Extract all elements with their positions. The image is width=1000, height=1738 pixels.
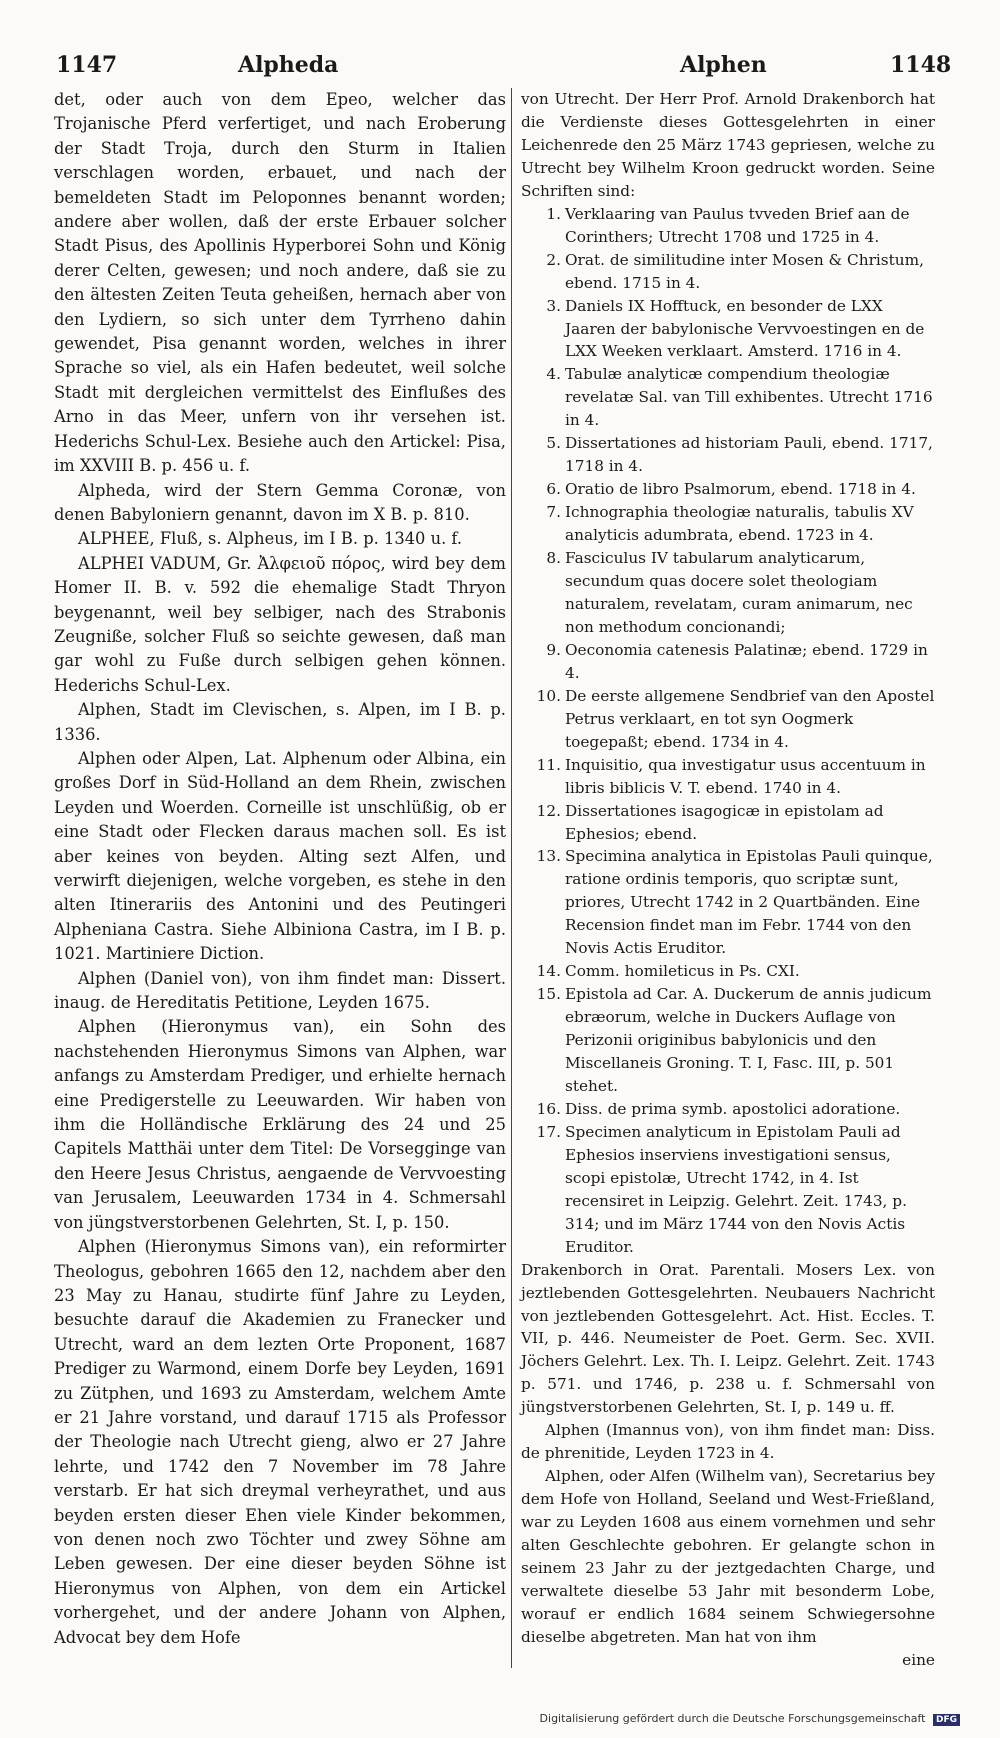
entry-alphei-vadum: ALPHEI VADUM, Gr. Ἀλφειοῦ πόρος, wird bey dem Homer II. B. v. 592 die ehemalige Stadt Thryon beygenannt, weil bey selbiger, nach des Strabonis Zeugniße, solcher Fluß so seichte gewesen, daß man gar wohl zu Fuße durch selbigen gehen können. Hederichs Schul-Lex.: [54, 553, 506, 695]
footer-text: Digitalisierung gefördert durch die Deutsche Forschungsgemeinschaft: [539, 1712, 926, 1725]
list-item: 17. Specimen analyticum in Epistolam Pauli ad Ephesios inserviens investigationi sensus, scopi epistolæ, Utrecht 1742, in 4. Ist recensiret in Leipzig. Gelehrt. Zeit. 1743, p. 314; und im März 1744 von den Novis Actis Eruditor.: [536, 1122, 907, 1256]
column-divider: [511, 88, 512, 1668]
list-item: 13. Specimina analytica in Epistolas Pauli quinque, ratione ordinis temporis, quo scriptæ sunt, priores, Utrecht 1742 in 2 Quartbänden. Eine Recension findet man im Febr. 1744 von den Novis Actis Eruditor.: [536, 847, 933, 958]
list-item: 6. Oratio de libro Psalmorum, ebend. 1718 in 4.: [546, 480, 916, 499]
list-item: 7. Ichnographia theologiæ naturalis, tabulis XV analyticis adumbrata, ebend. 1723 in 4.: [546, 503, 914, 545]
right-running-title: Alphen: [680, 52, 767, 78]
left-running-title: Alpheda: [238, 52, 339, 78]
list-item: 10. De eerste allgemene Sendbrief van den Apostel Petrus verklaart, en tot syn Oogmerk toegepaßt; ebend. 1734 in 4.: [536, 686, 935, 751]
list-item: 14. Comm. homileticus in Ps. CXI.: [536, 962, 800, 981]
entry-alphen-village: Alphen oder Alpen, Lat. Alphenum oder Albina, ein großes Dorf in Süd-Holland an dem Rhein, zwischen Leyden und Woerden. Corneille ist unschlüßig, ob er eine Stadt oder Flecken daraus machen soll. Es ist aber keines von beyden. Alting sezt Alfen, und verwirft diejenigen, welche vorgeben, es stehe in den alten Itinerariis des Antonini und des Peutingeri Alpheniana Castra. Siehe Albiniona Castra, im I B. p. 1021. Martiniere Diction.: [54, 748, 506, 964]
left-paragraph-pisa: det, oder auch von dem Epeo, welcher das Trojanische Pferd verfertiget, und nach Eroberung der Stadt Troja, durch den Sturm in Italien verschlagen worden, erbauet, und nach der bemeldeten Stadt im Peloponnes benannt worden; andere aber wollen, daß der erste Erbauer solcher Stadt Pisus, des Apollinis Hyperborei Sohn und König derer Celten, gewesen; und noch andere, daß sie zu den ältesten Zeiten Teuta geheißen, hernach aber von den Lydiern, so sich unter dem Tyrrheno dahin gewendet, Pisa genannt worden, welches in ihrer Sprache so viel, als ein Hafen bedeutet, weil solche Stadt mit dergleichen vermittelst des Einflußes des Arno in das Meer, unfern von ihr versehen ist. Hederichs Schul-Lex. Besiehe auch den Artickel: Pisa, im XXVIII B. p. 456 u. f.: [54, 90, 506, 476]
list-item: 5. Dissertationes ad historiam Pauli, ebend. 1717, 1718 in 4.: [546, 434, 933, 476]
list-item: 4. Tabulæ analyticæ compendium theologiæ revelatæ Sal. van Till exhibentes. Utrecht 1716 in 4.: [546, 365, 933, 430]
digitization-footer: [540, 1712, 960, 1726]
right-column: [521, 88, 935, 1672]
list-item: 16. Diss. de prima symb. apostolici adoratione.: [536, 1099, 901, 1118]
catchword: eine: [902, 1650, 935, 1669]
entry-alphen-cleve: Alphen, Stadt im Clevischen, s. Alpen, im I B. p. 1336.: [54, 700, 506, 744]
entry-alphen-hieronymus: Alphen (Hieronymus van), ein Sohn des nachstehenden Hieronymus Simons van Alphen, war anfangs zu Amsterdam Prediger, und erhielte hernach eine Predigerstelle zu Leeuwarden. Wir haben von ihm die Holländische Erklärung des 24 und 25 Capitels Matthäi unter dem Titel: De Vorsegginge van den Heere Jesus Christus, aengaende de Vervvoesting van Jerusalem, Leeuwarden 1734 in 4. Schmersahl von jüngstverstorbenen Gelehrten, St. I, p. 150.: [54, 1017, 506, 1232]
list-item: 2. Orat. de similitudine inter Mosen & Christum, ebend. 1715 in 4.: [546, 250, 924, 292]
right-references: Drakenborch in Orat. Parentali. Mosers Lex. von jeztlebenden Gottesgelehrten. Neubauers Nachricht von jeztlebenden Gottesgelehrt. Act. Hist. Eccles. T. VII, p. 446. Neumeister de Poet. Germ. Sec. XVII. Jöchers Gelehrt. Lex. Th. I. Leipz. Gelehrt. Zeit. 1743 p. 571. und 1746, p. 238 u. f. Schmersahl von jüngstverstorbenen Gelehrten, St. I, p. 149 u. ff.: [521, 1260, 935, 1417]
entry-alphen-daniel: Alphen (Daniel von), von ihm findet man: Dissert. inaug. de Hereditatis Petitione, Leyden 1675.: [54, 968, 506, 1013]
works-list: [521, 203, 935, 1259]
right-intro: von Utrecht. Der Herr Prof. Arnold Drakenborch hat die Verdienste dieses Gottesgelehrten in einer Leichenrede den 25 März 1743 gepriesen, welche zu Utrecht bey Wilhelm Kroon gedruckt worden. Seine Schriften sind:: [521, 90, 935, 200]
list-item: 9. Oeconomia catenesis Palatinæ; ebend. 1729 in 4.: [546, 640, 928, 682]
entry-alphee: ALPHEE, Fluß, s. Alpheus, im I B. p. 1340 u. f.: [78, 529, 463, 549]
list-item: 3. Daniels IX Hofftuck, en besonder de LXX Jaaren der babylonische Vervvoestingen en de LXX Weeken verklaart. Amsterd. 1716 in 4.: [546, 296, 925, 361]
list-item: 1. Verklaaring van Paulus tvveden Brief aan de Corinthers; Utrecht 1708 und 1725 in 4.: [546, 204, 910, 246]
left-page-number: 1147: [56, 52, 118, 78]
list-item: 12. Dissertationes isagogicæ in epistolam ad Ephesios; ebend.: [536, 801, 884, 843]
entry-alphen-imannus: Alphen (Imannus von), von ihm findet man: Diss. de phrenitide, Leyden 1723 in 4.: [521, 1421, 935, 1463]
right-page-number: 1148: [890, 52, 952, 78]
list-item: 11. Inquisitio, qua investigatur usus accentuum in libris biblicis V. T. ebend. 1740 in 4.: [536, 755, 926, 797]
list-item: 15. Epistola ad Car. A. Duckerum de annis judicum ebræorum, welche in Duckers Auflage von Perizonii originibus babylonicis und den Miscellaneis Groning. T. I, Fasc. III, p. 501 stehet.: [536, 985, 932, 1095]
entry-alphen-hieronymus-simons: Alphen (Hieronymus Simons van), ein reformirter Theologus, gebohren 1665 den 12, nachdem aber den 23 May zu Hanau, studirte fünf Jahre zu Leyden, besuchte darauf die Akademien zu Franecker und Utrecht, ward an dem lezten Orte Proponent, 1687 Prediger zu Warmond, einem Dorfe bey Leyden, 1691 zu Zütphen, und 1693 zu Amsterdam, welchem Amte er 21 Jahre vorstand, und darauf 1715 als Professor der Theologie nach Utrecht gieng, alwo er 27 Jahre lehrte, und 1742 den 7 November im 78 Jahre verstarb. Er hat sich dreymal verheyrathet, und aus beyden ersten dieser Ehen viele Kinder bekommen, von denen noch zwo Töchter und zwey Söhne am Leben gewesen. Der eine dieser beyden Söhne ist Hieronymus von Alphen, von dem ein Artickel vorhergehet, und der andere Johann von Alphen, Advocat bey dem Hofe: [54, 1237, 506, 1647]
left-column: [54, 88, 506, 1650]
entry-alpheda: Alpheda, wird der Stern Gemma Coronæ, von denen Babyloniern genannt, davon im X B. p. 810.: [54, 480, 506, 524]
dfg-logo: DFG: [933, 1714, 960, 1726]
entry-alphen-wilhelm: Alphen, oder Alfen (Wilhelm van), Secretarius bey dem Hofe von Holland, Seeland und West-Frießland, war zu Leyden 1608 aus einem vornehmen und sehr alten Geschlechte gebohren. Er gelangte schon in seinem 23 Jahr zu der jeztgedachten Charge, und verwaltete dieselbe 53 Jahr mit besonderm Lobe, worauf er endlich 1684 seinem Schwiegersohne dieselbe abgetreten. Man hat von ihm: [521, 1467, 935, 1646]
list-item: 8. Fasciculus IV tabularum analyticarum, secundum quas docere solet theologiam naturalem, revelatam, curam animarum, nec non methodum concionandi;: [546, 549, 913, 636]
